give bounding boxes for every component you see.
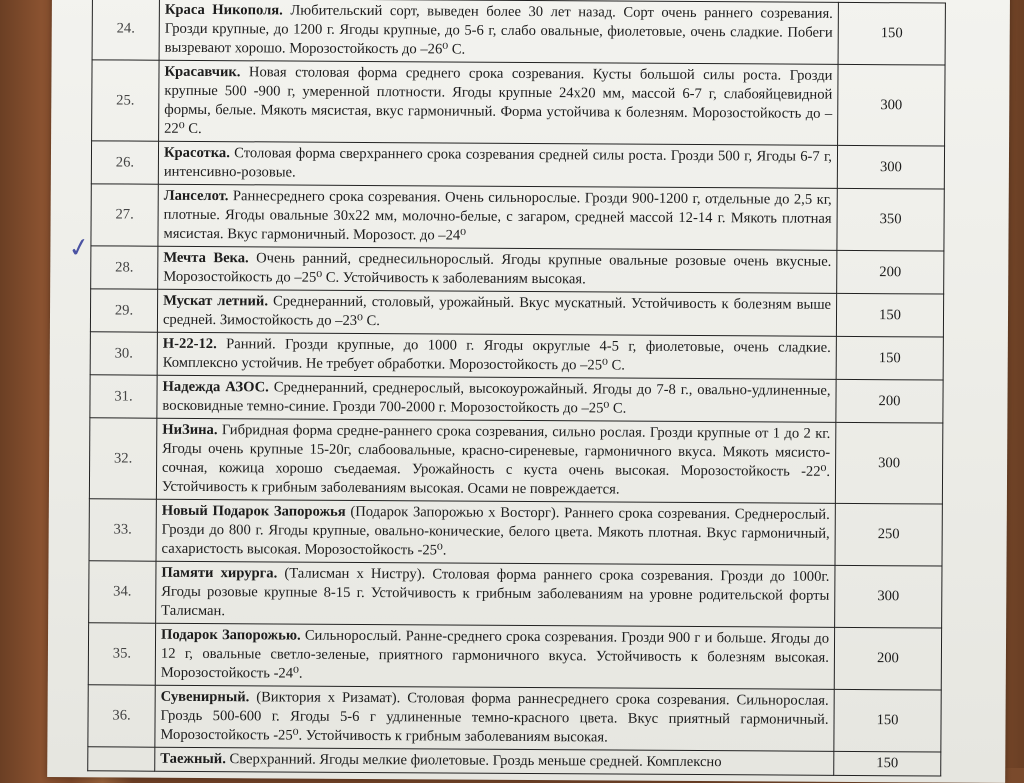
row-number: 34.: [89, 561, 156, 623]
variety-name: Красавчик.: [164, 63, 241, 81]
variety-name: Новый Подарок Запорожья: [161, 502, 346, 520]
variety-price: 200: [837, 250, 944, 294]
variety-description: (Виктория х Ризамат). Столовая форма раннесреднего срока созревания. Сильнорослая. Гроздь 500-600 г. Ягоды 5-6 г удлиненные темно-красного цвета. Вкус приятный гармоничный. Морозостойкость -25⁰. Устойчивость к грибным заболеваниям высокая.: [160, 689, 829, 746]
variety-price: 150: [836, 293, 943, 337]
variety-description: Среднеранний, столовый, урожайный. Вкус мускатный. Устойчивость к болезням выше средней. Зимостойкость до –23⁰ С.: [162, 293, 832, 330]
variety-name: Сувенирный.: [160, 688, 250, 706]
variety-description-cell: [158, 184, 837, 250]
row-number: 35.: [88, 623, 155, 685]
row-number: 29.: [90, 289, 157, 332]
variety-price: 300: [838, 64, 945, 146]
variety-description: Новая столовая форма среднего срока созревания. Кусты большой силы роста. Грозди крупные 500 -900 г, умеренной плотности. Ягоды крупные 24х20 мм, массой 6-7 г, слабояйцевидной формы, белые. Мякоть мясистая, вкус гармоничный. Форма устойчива к болезням. Морозостойкость до – 22⁰ С.: [164, 64, 833, 137]
variety-price: 150: [834, 751, 941, 776]
table-row: [91, 184, 944, 251]
variety-description: Столовая форма сверхраннего срока созревания средней силы роста. Грозди 500 г, Ягоды 6-7 г, интенсивно-розовые.: [163, 145, 833, 181]
row-number: 27.: [91, 184, 158, 246]
variety-price: 250: [835, 503, 942, 566]
variety-description: Любительский сорт, выведен более 30 лет назад. Сорт очень раннего созревания. Грозди крупные, до 1200 г. Ягоды крупные, до 5-6 г, слабо овальные, фиолетовые, очень сладкие. Побеги вызревают хорошо. Морозостойкость до –26⁰ С.: [164, 2, 833, 58]
table-row: [90, 289, 943, 337]
variety-description-cell: [156, 561, 835, 627]
variety-name: Мечта Века.: [163, 249, 249, 267]
variety-description: Раннесреднего срока созревания. Очень сильнорослые. Грозди 900-1200 г, отдельные до 2,5 кг, плотные. Ягоды овальные 30х22 мм, молочно-белые, с загаром, средней массой 12-14 г. Мякоть плотная мясистая. Вкус гармоничный. Морозост. до –24⁰: [163, 188, 832, 244]
variety-name: Мускат летний.: [163, 292, 269, 310]
row-number: 33.: [89, 499, 156, 561]
row-number: 25.: [92, 60, 159, 141]
variety-name: Краса Никополя.: [164, 1, 283, 19]
variety-price: 350: [837, 188, 944, 251]
row-number: 36.: [88, 685, 155, 747]
variety-description-cell: [158, 246, 837, 293]
table-row: [89, 499, 942, 566]
row-number: 26.: [91, 141, 158, 184]
variety-description-cell: [159, 60, 838, 145]
variety-price: 300: [835, 565, 942, 628]
variety-description: Сверхранний. Ягоды мелкие фиолетовые. Гроздь меньше средней. Комплексно: [225, 751, 722, 771]
row-number: 31.: [90, 375, 157, 418]
variety-description: Сильнорослый. Ранне-среднего срока созревания. Грозди 900 г и больше. Ягоды до 12 г, овальные светло-зеленые, приятного гармоничного вкуса. Устойчивость к болезням высокая. Морозостойкость -24⁰.: [160, 627, 830, 682]
row-number: 30.: [90, 332, 157, 375]
variety-description-cell: [159, 0, 838, 64]
variety-description-cell: [157, 289, 836, 336]
variety-price: 200: [834, 627, 941, 690]
variety-description-cell: [155, 685, 834, 751]
variety-name: НиЗина.: [162, 421, 218, 439]
variety-description: Очень ранний, среднесильнорослый. Ягоды крупные овальные розовые очень вкусные. Морозостойкость до –25⁰ С. Устойчивость к заболеваниям высокая.: [163, 250, 832, 288]
variety-price: 200: [836, 379, 943, 423]
variety-description-cell: [155, 623, 834, 689]
variety-name: Красотка.: [163, 144, 230, 162]
row-number: 32.: [89, 418, 156, 499]
variety-name: Подарок Запорожью.: [161, 626, 301, 644]
row-number: 24.: [92, 0, 159, 60]
variety-description-cell: [157, 375, 836, 422]
row-number: 28.: [91, 246, 158, 289]
variety-description: (Подарок Запорожью х Восторг). Раннего срока созревания. Среднерослый. Грозди до 800 г. Ягоды крупные, овально-конические, белого цвета. Мякоть плотная. Вкус гармоничный, сахаристость высокая. Морозостойкость -25⁰.: [161, 503, 830, 559]
table-row: [91, 141, 944, 189]
variety-name: Таежный.: [160, 750, 226, 768]
table-row: [89, 561, 942, 628]
variety-description: Среднеранний, среднерослый, высокоурожайный. Ягоды до 7-8 г., овально-удлиненные, восковидные темно-синие. Грозди 700-2000 г. Морозостойкость до –25⁰ С.: [162, 379, 831, 417]
variety-price: 150: [834, 689, 941, 752]
table-row: [92, 0, 945, 65]
variety-price: 300: [837, 145, 944, 189]
table-row: [92, 60, 945, 146]
table-body: [88, 0, 946, 776]
table-row: [88, 685, 941, 752]
variety-price: 300: [835, 422, 942, 504]
variety-description-cell: [158, 141, 837, 188]
variety-description-cell: [156, 418, 835, 503]
variety-description-cell: [155, 747, 834, 775]
variety-price: 150: [838, 2, 945, 65]
variety-description-cell: [157, 332, 836, 379]
grape-varieties-table: [87, 0, 946, 777]
variety-description: (Талисман х Нистру). Столовая форма раннего срока созревания. Грозди до 1000г. Ягоды розовые крупные 8-15 г. Устойчивость к грибным заболеваниям на уровне родительской форты Талисман.: [161, 565, 830, 620]
variety-name: Ланселот.: [163, 187, 229, 205]
price-list-sheet: [47, 0, 1010, 783]
variety-description: Ранний. Грозди крупные, до 1000 г. Ягоды округлые 4-5 г, фиолетовые, очень сладкие. Комплексно устойчив. Не требует обработки. Морозостойкость до –25⁰ С.: [162, 336, 831, 374]
table-row: [89, 418, 942, 504]
variety-description: Гибридная форма средне-раннего срока созревания, сильно рослая. Грозди крупные от 1 до 2 кг. Ягоды очень крупные 15-20г, слабоовальные, красно-сиреневые, гармоничного вкуса. Мякоть мясисто-сочная, кожица хорошо съедаемая. Урожайность с куста очень высокая. Морозостойкость -22⁰. Устойчивость к грибным заболеваниям высокая. Осами не повреждается.: [161, 422, 831, 498]
table-row: [90, 332, 943, 380]
variety-description-cell: [156, 499, 835, 565]
handwritten-check-mark: ✓: [66, 231, 93, 265]
table-row: [90, 375, 943, 423]
table-row: [88, 747, 941, 776]
variety-price: 150: [836, 336, 943, 380]
variety-name: Памяти хирурга.: [161, 564, 278, 582]
variety-name: Н-22-12.: [162, 335, 217, 353]
table-row: [88, 623, 941, 690]
table-row: [91, 246, 944, 294]
variety-name: Надежда АЗОС.: [162, 378, 269, 396]
